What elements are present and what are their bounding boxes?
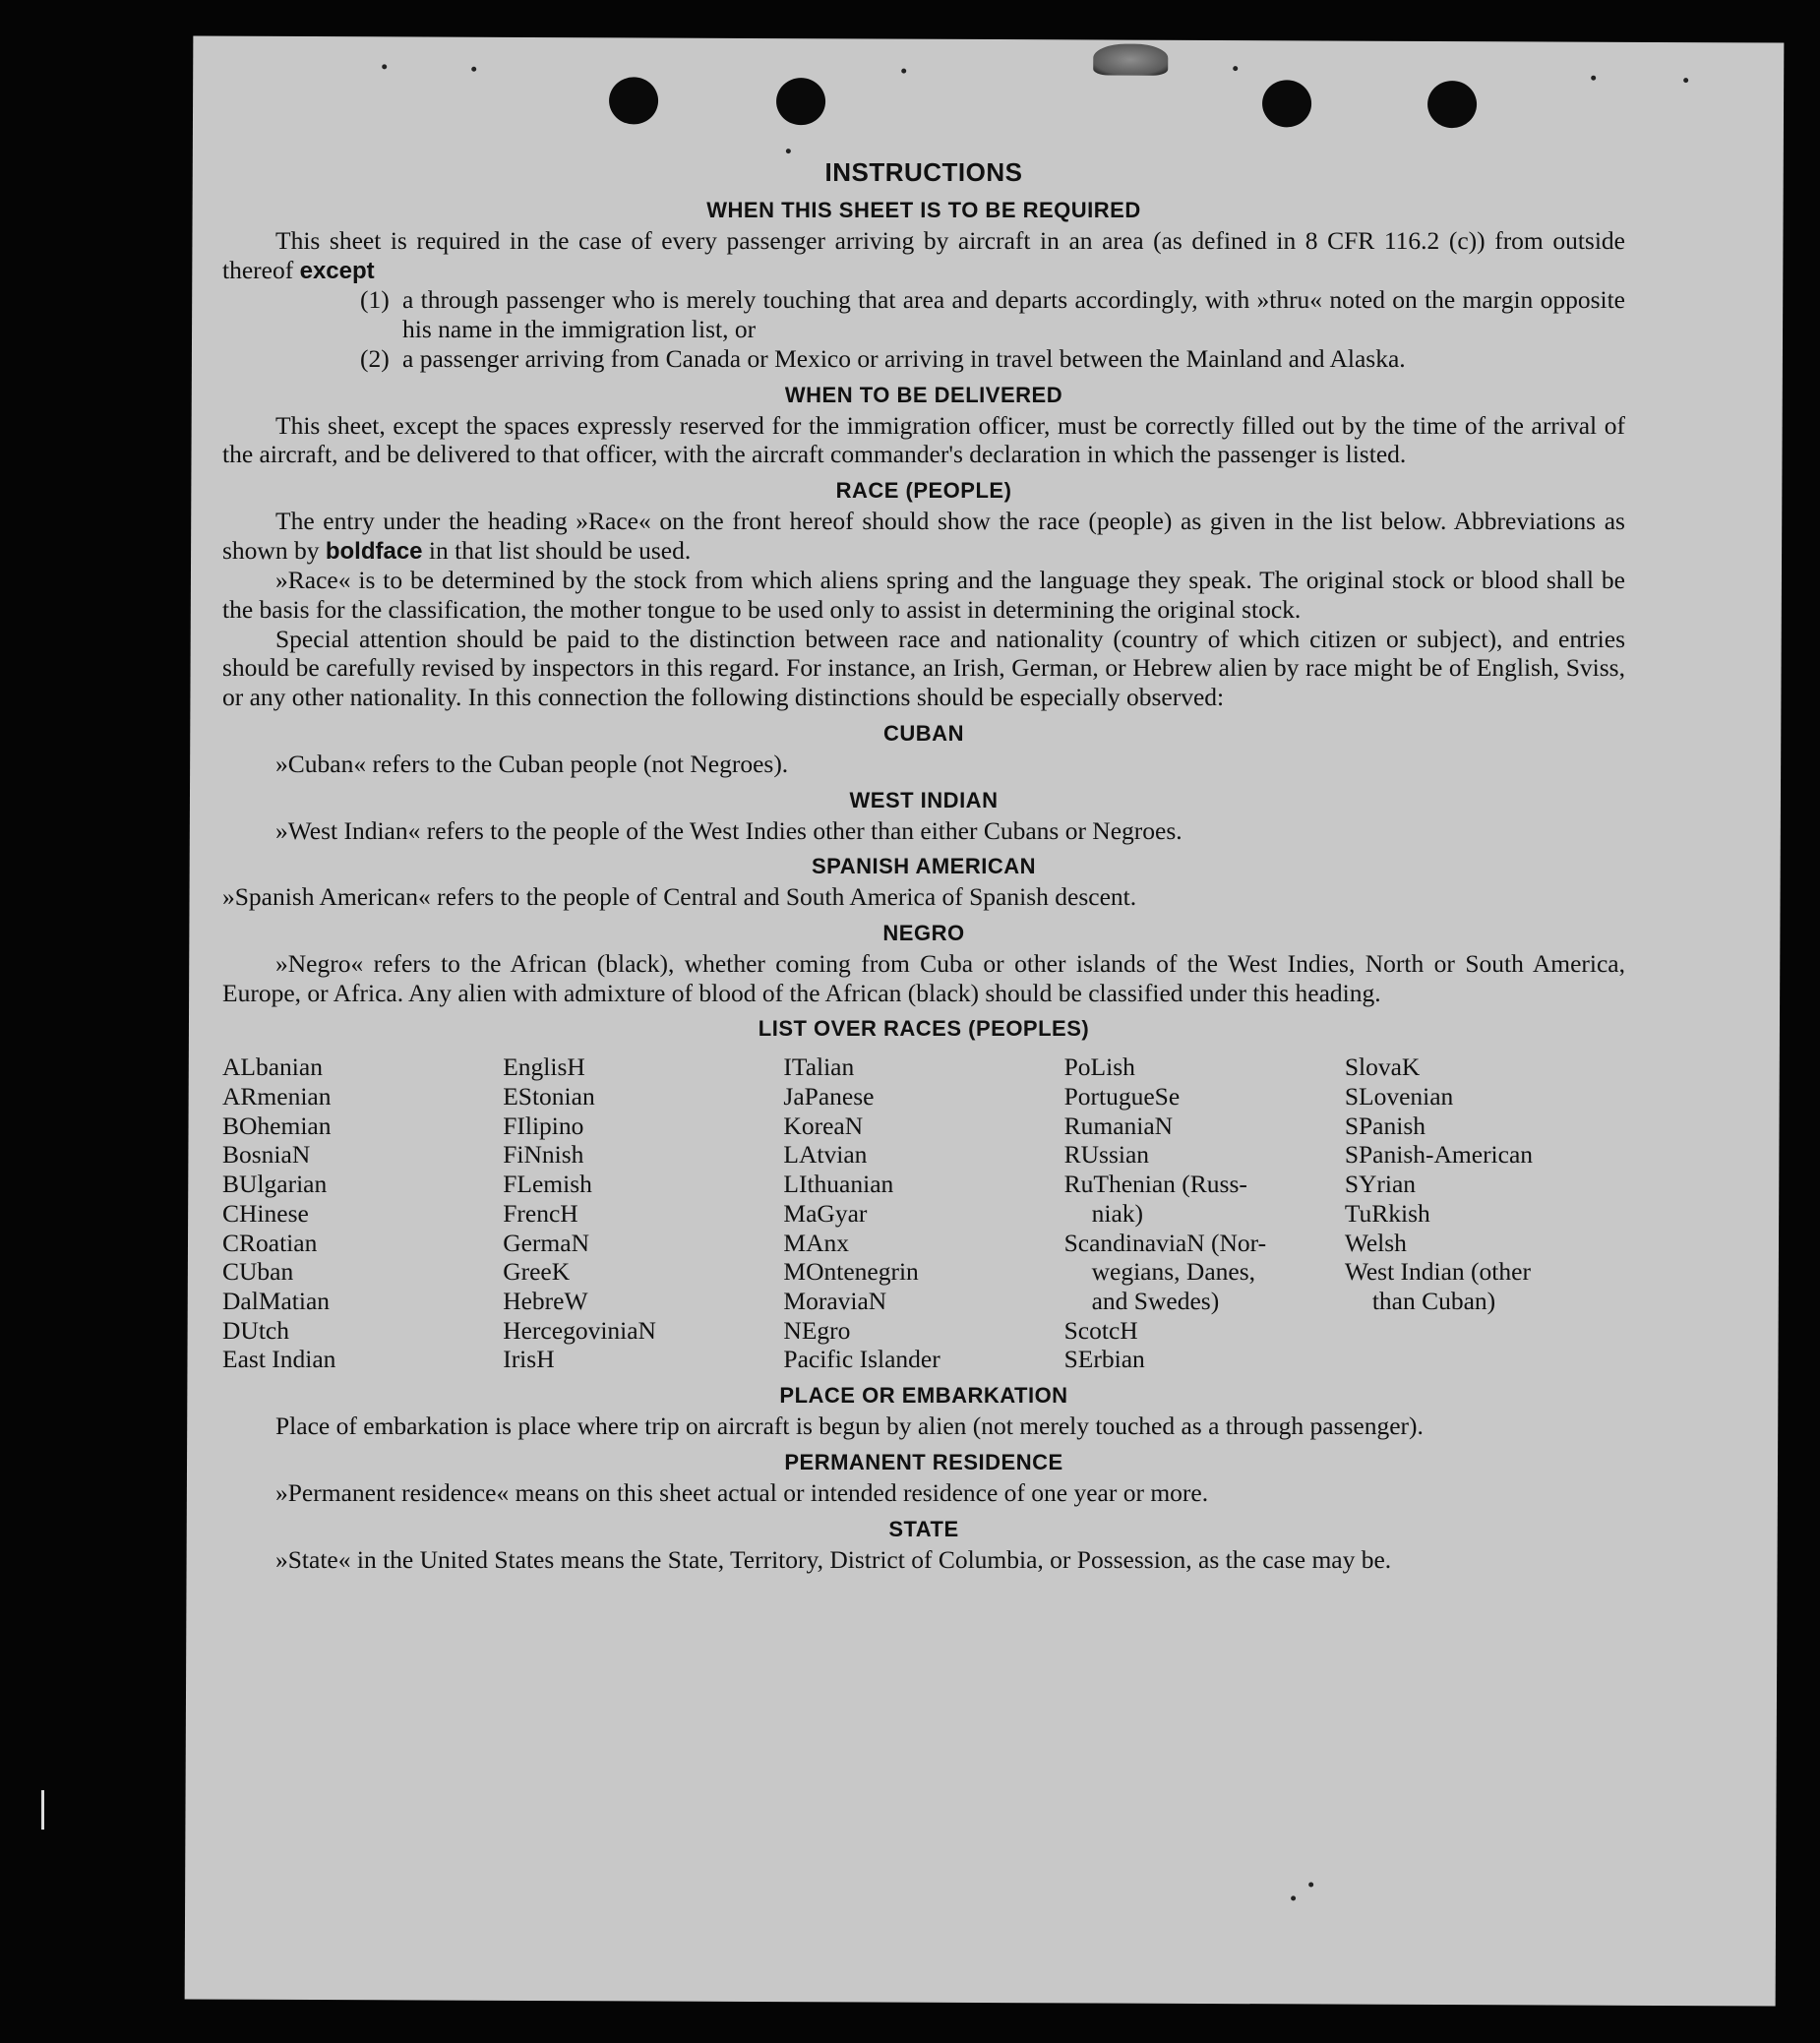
race-entry: SYrian (1344, 1170, 1417, 1199)
race-entry: SErbian (1063, 1345, 1145, 1374)
punch-hole (1427, 81, 1477, 128)
race-paragraph-3: Special attention should be paid to the distinction between race and nationality (country of which citizen or subject), and entries should be carefully revised by inspectors in this regard. For instance, an Irish, German, or Hebrew alien by race might be of English, Sviss, or any other nationality. In this connection the following distinctions should be especially observed: (222, 624, 1625, 712)
race-entry: SLovenian (1344, 1082, 1454, 1112)
race-entry: DUtch (222, 1315, 289, 1345)
when-required-intro: This sheet is required in the case of every passenger arriving by aircraft in an area (as defined in 8 CFR 116.2 (c)) from outside thereof except (222, 226, 1625, 284)
race-entry: ALbanian (222, 1052, 323, 1082)
heading-spanish-american: SPANISH AMERICAN (811, 854, 1036, 879)
race-entry: CUban (222, 1257, 294, 1287)
punch-hole (609, 77, 658, 124)
speck (471, 67, 476, 72)
permanent-residence-text: »Permanent residence« means on this sheet actual or intended residence of one year or more. (275, 1477, 1209, 1507)
race-column-1 (222, 1052, 503, 1374)
heading-when-required: WHEN THIS SHEET IS TO BE REQUIRED (706, 198, 1141, 222)
race-entry: FrencH (503, 1198, 578, 1228)
race-entry: SPanish (1344, 1111, 1426, 1140)
race-paragraph-1: The entry under the heading »Race« on the front hereof should show the race (people) as given in the list below. Abbreviations as shown by boldface in that list should be used. (222, 506, 1625, 565)
race-entry: CHinese (222, 1198, 309, 1228)
paper-clip (1093, 43, 1168, 75)
heading-state: STATE (888, 1516, 959, 1541)
race-paragraph-2: »Race« is to be determined by the stock from which aliens spring and the language they speak. The original stock or blood shall be the basis for the classification, the mother tongue to be used only to assist in determining the original stock. (222, 566, 1625, 625)
race-entry: Pacific Islander (783, 1345, 940, 1374)
race-column-5 (1345, 1052, 1625, 1374)
race-entry: IrisH (503, 1345, 555, 1374)
race-entry: SlovaK (1344, 1052, 1421, 1082)
speck (786, 149, 791, 153)
race-entry: LAtvian (783, 1140, 868, 1170)
scan-artifact (41, 1790, 44, 1830)
race-entry: FLemish (503, 1170, 592, 1199)
race-entry: GermaN (503, 1228, 589, 1257)
race-entry: EnglisH (503, 1052, 585, 1082)
race-entry: ARmenian (222, 1082, 332, 1112)
race-entry: ITalian (783, 1052, 855, 1082)
heading-negro: NEGRO (882, 920, 965, 945)
race-entry: FiNnish (503, 1140, 584, 1170)
race-entry: East Indian (222, 1345, 336, 1374)
race-column-2 (503, 1052, 783, 1374)
race-entry: FIlipino (503, 1111, 584, 1140)
state-text: »State« in the United States means the State, Territory, District of Columbia, or Possession, as the case may be. (275, 1544, 1392, 1574)
race-entry: EStonian (503, 1082, 595, 1112)
speck (901, 69, 906, 74)
race-entry: Welsh (1344, 1228, 1407, 1257)
race-entry-continued: than Cuban) (1371, 1286, 1496, 1315)
race-entry: PoLish (1063, 1052, 1135, 1082)
race-entry: LIthuanian (783, 1170, 894, 1199)
race-entry: RumaniaN (1063, 1111, 1174, 1140)
punch-hole (776, 78, 825, 125)
race-entry-continued: niak) (1091, 1198, 1144, 1228)
race-entry: NEgro (783, 1315, 851, 1345)
document-title: INSTRUCTIONS (824, 157, 1023, 187)
when-delivered-text: This sheet, except the spaces expressly reserved for the immigration officer, must be correctly filled out by the time of the arrival of the aircraft, and be delivered to that officer, with the aircraft commander's declaration in which the passenger is listed. (222, 410, 1625, 469)
race-entry: HercegoviniaN (503, 1315, 656, 1345)
race-list (222, 1052, 1625, 1374)
race-entry: BOhemian (222, 1111, 332, 1140)
heading-when-delivered: WHEN TO BE DELIVERED (784, 382, 1063, 407)
race-column-4 (1064, 1052, 1345, 1374)
race-entry: GreeK (503, 1257, 571, 1287)
race-entry: HebreW (503, 1286, 588, 1315)
heading-cuban: CUBAN (883, 720, 964, 746)
speck (1308, 1882, 1313, 1887)
heading-embarkation: PLACE OR EMBARKATION (779, 1383, 1068, 1409)
when-required-item-1: (1) a through passenger who is merely touching that area and departs accordingly, with »thru« noted on the margin opposite his name in the immigration list, or (360, 285, 1625, 344)
race-entry-continued: wegians, Danes, (1091, 1257, 1256, 1287)
heading-west-indian: WEST INDIAN (849, 787, 999, 812)
speck (1291, 1895, 1296, 1900)
race-entry: MOntenegrin (783, 1257, 919, 1287)
race-entry: MoraviaN (783, 1286, 887, 1315)
race-entry: PortugueSe (1063, 1082, 1181, 1112)
race-entry: West Indian (other (1344, 1257, 1531, 1287)
race-entry-continued: and Swedes) (1091, 1286, 1220, 1315)
heading-race-list: LIST OVER RACES (PEOPLES) (758, 1016, 1090, 1042)
race-entry: RUssian (1063, 1140, 1150, 1170)
race-entry: SPanish-American (1344, 1140, 1534, 1170)
except-bold: except (299, 257, 375, 284)
when-required-item-2: (2) a passenger arriving from Canada or Mexico or arriving in travel between the Mainland and Alaska. (360, 343, 1406, 373)
race-entry: MAnx (783, 1228, 849, 1257)
race-entry: BUlgarian (222, 1170, 328, 1199)
race-entry: MaGyar (783, 1198, 868, 1228)
race-entry: JaPanese (783, 1082, 875, 1112)
race-entry: RuThenian (Russ- (1063, 1170, 1247, 1199)
race-entry: CRoatian (222, 1228, 318, 1257)
instructions-content (222, 155, 1625, 1574)
speck (1683, 78, 1688, 83)
embarkation-text: Place of embarkation is place where trip on aircraft is begun by alien (not merely touched as a through passenger). (275, 1412, 1424, 1441)
speck (1233, 66, 1238, 71)
negro-text: »Negro« refers to the African (black), whether coming from Cuba or other islands of the West Indies, North or South America, Europe, or Africa. Any alien with admixture of blood of the African (black) should be classified under this heading. (222, 948, 1625, 1007)
race-column-3 (783, 1052, 1063, 1374)
speck (1591, 76, 1596, 81)
race-entry: DalMatian (222, 1286, 331, 1315)
race-entry: ScandinaviaN (Nor- (1063, 1228, 1267, 1257)
spanish-american-text: »Spanish American« refers to the people of Central and South America of Spanish descent. (222, 882, 1137, 912)
punch-hole (1262, 80, 1311, 127)
boldface-bold: boldface (325, 537, 423, 565)
west-indian-text: »West Indian« refers to the people of the West Indies other than either Cubans or Negroes. (275, 815, 1183, 845)
race-entry: ScotcH (1063, 1315, 1138, 1345)
race-entry: KoreaN (783, 1111, 864, 1140)
cuban-text: »Cuban« refers to the Cuban people (not Negroes). (275, 749, 789, 778)
heading-race: RACE (PEOPLE) (835, 477, 1012, 503)
race-entry: TuRkish (1344, 1198, 1430, 1228)
heading-permanent-residence: PERMANENT RESIDENCE (784, 1449, 1063, 1474)
speck (382, 64, 387, 69)
race-entry: BosniaN (222, 1140, 311, 1170)
